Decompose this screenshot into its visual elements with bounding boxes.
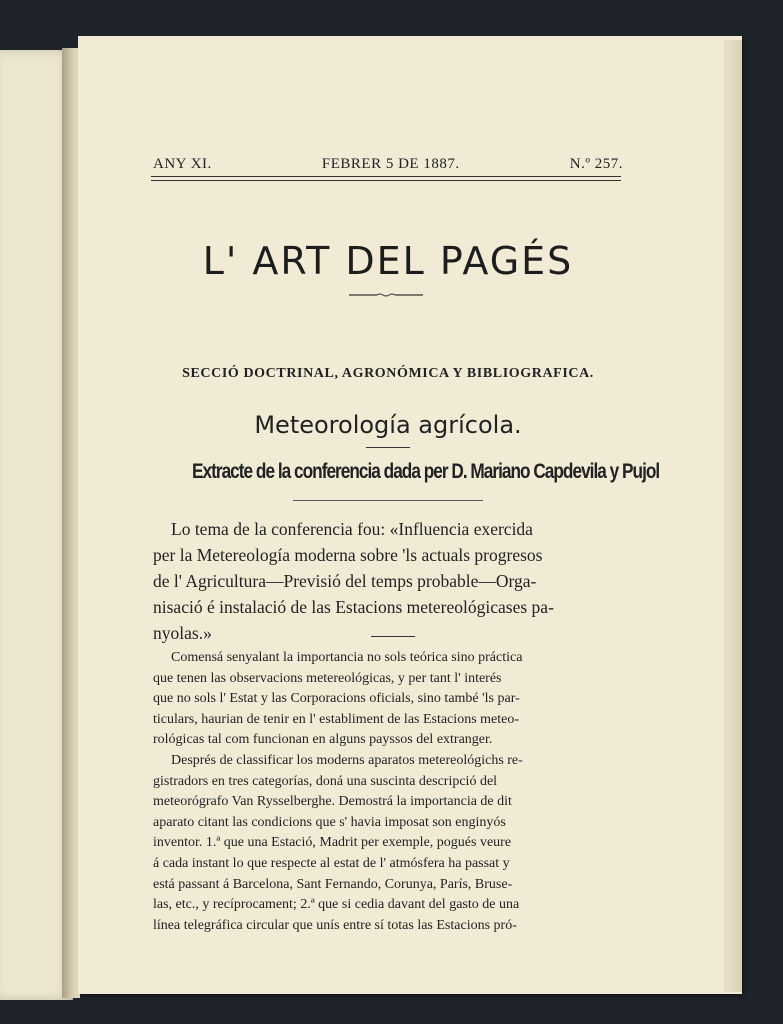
body-line: meteorógrafo Van Rysselberghe. Demostrá la importancia de dit (153, 794, 512, 810)
header-rule-top (151, 176, 621, 177)
body-line: á cada instant lo que respecte al estat de l' atmósfera ha passat y (153, 855, 510, 871)
body-line: línea telegráfica circular que unís entre sí totas las Estacions pró- (153, 917, 517, 933)
intro-paragraph (153, 516, 623, 646)
title-divider (366, 447, 410, 448)
header-rule-bottom (151, 180, 621, 181)
publication-title: L' ART DEL PAGÉS (202, 239, 574, 283)
body-line: ticulars, haurian de tenir en l' establiment de las Estacions meteo- (153, 711, 520, 727)
body-text (153, 648, 623, 936)
body-line: gistradors en tres categorías, doná una suscinta descripció del (153, 773, 498, 789)
body-line: Després de classificar los moderns aparatos metereológichs re- (171, 752, 523, 768)
article-subtitle: Extracte de la conferencia dada per D. Mariano Capdevila y Pujol (192, 460, 660, 483)
intro-line: per la Metereología moderna sobre 'ls actuals progresos (153, 545, 543, 565)
article-title: Meteorología agrícola. (254, 411, 522, 439)
page-edge (724, 40, 742, 992)
section-heading: SECCIÓ DOCTRINAL, AGRONÓMICA Y BIBLIOGRAFICA. (182, 366, 594, 381)
body-line: que no sols l' Estat y las Corporacions oficials, sino també 'ls par- (153, 691, 520, 707)
subtitle-divider (293, 500, 483, 501)
body-line: las, etc., y recíprocament; 2.ª que si cedia davant del gasto de una (153, 897, 520, 913)
intro-line: nyolas.» (153, 623, 212, 643)
body-line: está passant á Barcelona, Sant Fernando, Corunya, París, Bruse- (153, 876, 513, 892)
volume-label: ANY XI. (153, 156, 212, 172)
page-header (153, 156, 623, 173)
body-line: Comensá senyalant la importancia no sols teórica sino práctica (171, 650, 523, 665)
body-line: inventor. 1.ª que una Estació, Madrit per exemple, pogués veure (153, 835, 512, 851)
intro-line: nisació é instalació de las Estacions metereológicases pa- (153, 597, 554, 617)
body-line: aparato citant las condicions que s' havia imposat son enginyós (153, 814, 506, 830)
intro-line: Lo tema de la conferencia fou: «Influencia exercida (171, 519, 533, 539)
date-label: FEBRER 5 DE 1887. (321, 156, 460, 172)
title-ornament (349, 293, 423, 297)
body-line: rológicas tal com funcionan en alguns payssos del extranger. (153, 732, 493, 748)
right-page (78, 36, 742, 994)
body-line: que tenen las observacions metereológicas, y per tant l' interés (153, 670, 502, 686)
issue-number: N.º 257. (569, 156, 623, 172)
paragraph-divider (371, 636, 415, 637)
intro-line: de l' Agricultura—Previsió del temps probable—Orga- (153, 571, 537, 591)
